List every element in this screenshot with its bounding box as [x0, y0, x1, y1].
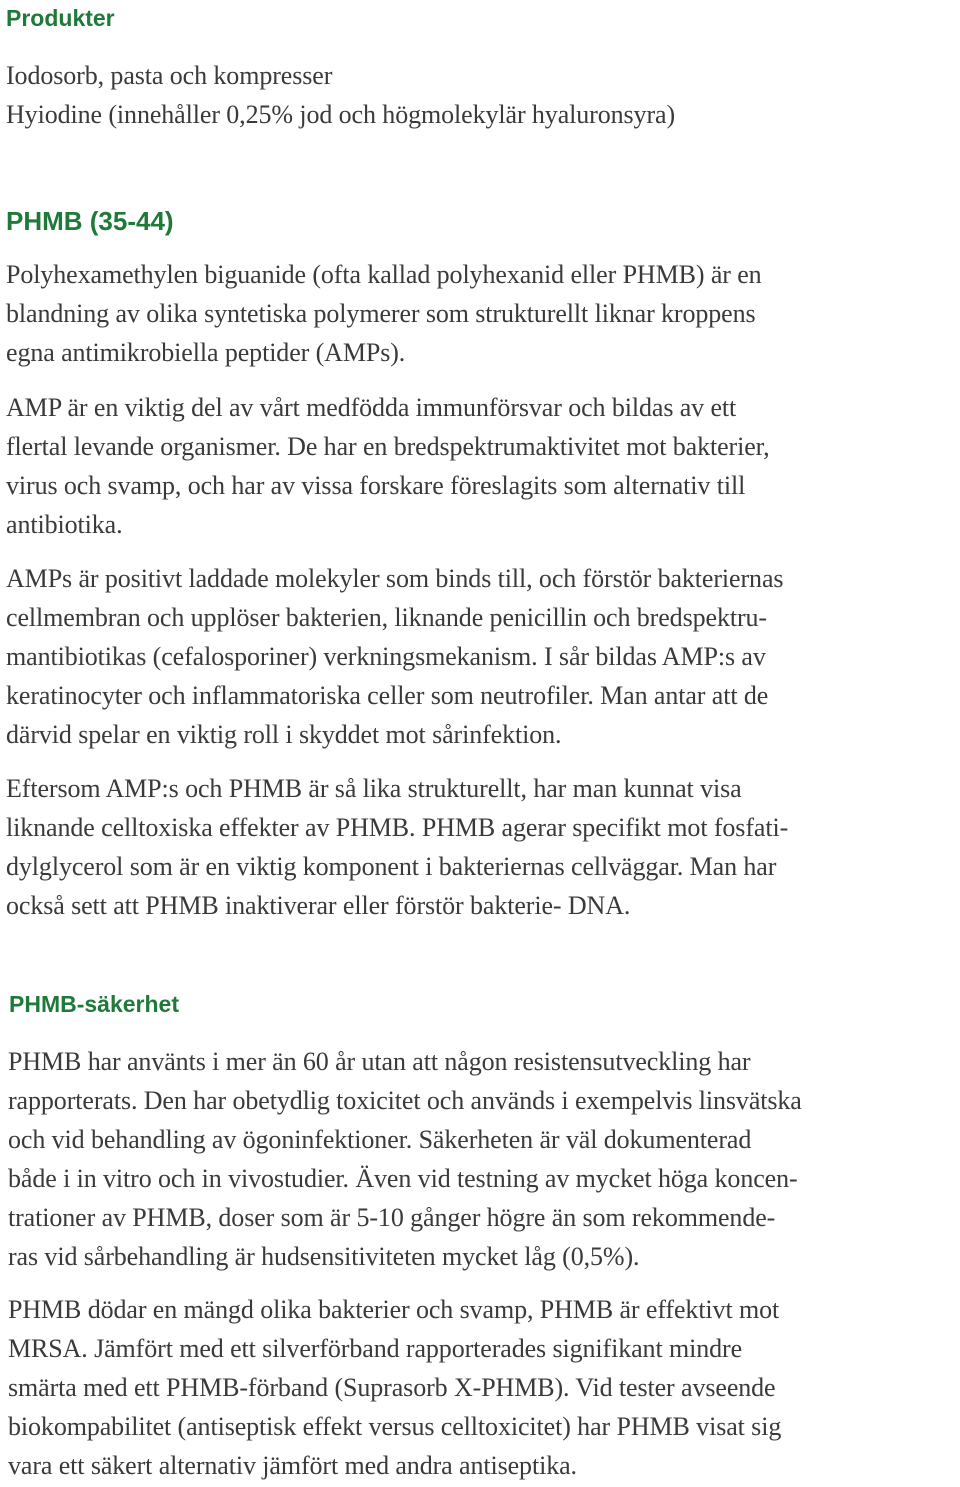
text-line: därvid spelar en viktig roll i skyddet mot sårinfektion.: [6, 720, 562, 749]
text-line: Polyhexamethylen biguanide (ofta kallad polyhexanid eller PHMB) är en: [6, 260, 762, 289]
text-line: rapporterats. Den har obetydlig toxicitet och används i exempelvis linsvätska: [8, 1086, 802, 1115]
text-line: blandning av olika syntetiska polymerer som strukturellt liknar kroppens: [6, 299, 756, 328]
text-line: cellmembran och upplöser bakterien, liknande penicillin och bredspektru-: [6, 603, 767, 632]
text-line: dylglycerol som är en viktig komponent i bakteriernas cellväggar. Man har: [6, 852, 777, 881]
text-line: ras vid sårbehandling är hudsensitiviteten mycket låg (0,5%).: [8, 1242, 640, 1271]
text-line: Eftersom AMP:s och PHMB är så lika strukturellt, har man kunnat visa: [6, 774, 742, 803]
text-line: Iodosorb, pasta och kompresser: [6, 61, 333, 90]
text-line: AMP är en viktig del av vårt medfödda immunförsvar och bildas av ett: [6, 393, 737, 422]
text-line: antibiotika.: [6, 510, 123, 539]
text-line: MRSA. Jämfört med ett silverförband rapporterades signifikant mindre: [8, 1334, 743, 1363]
text-line: PHMB dödar en mängd olika bakterier och svamp, PHMB är effektivt mot: [8, 1295, 780, 1324]
text-line: vara ett säkert alternativ jämfört med andra antiseptika.: [8, 1451, 577, 1480]
text-line: både i in vitro och in vivostudier. Även vid testning av mycket höga koncen-: [8, 1164, 798, 1193]
heading-produkter: Produkter: [6, 5, 115, 31]
text-line: biokompabilitet (antiseptisk effekt versus celltoxicitet) har PHMB visat sig: [8, 1412, 782, 1441]
text-line: mantibiotikas (cefalosporiner) verkningsmekanism. I sår bildas AMP:s av: [6, 642, 766, 671]
text-line: keratinocyter och inflammatoriska celler som neutrofiler. Man antar att de: [6, 681, 769, 710]
text-line: smärta med ett PHMB-förband (Suprasorb X-PHMB). Vid tester avseende: [8, 1373, 776, 1402]
heading-phmb: PHMB (35-44): [6, 206, 174, 236]
text-line: och vid behandling av ögoninfektioner. Säkerheten är väl dokumenterad: [8, 1125, 752, 1154]
heading-phmb-sakerhet: PHMB-säkerhet: [9, 991, 179, 1017]
text-line: liknande celltoxiska effekter av PHMB. PHMB agerar specifikt mot fosfati-: [6, 813, 789, 842]
text-line: PHMB har använts i mer än 60 år utan att någon resistensutveckling har: [8, 1047, 751, 1076]
text-line: flertal levande organismer. De har en bredspektrumaktivitet mot bakterier,: [6, 432, 770, 461]
text-line: egna antimikrobiella peptider (AMPs).: [6, 338, 406, 367]
text-line: AMPs är positivt laddade molekyler som binds till, och förstör bakteriernas: [6, 564, 784, 593]
text-line: Hyiodine (innehåller 0,25% jod och högmolekylär hyaluronsyra): [6, 100, 675, 129]
text-line: trationer av PHMB, doser som är 5-10 gånger högre än som rekommende-: [8, 1203, 776, 1232]
text-line: virus och svamp, och har av vissa forskare föreslagits som alternativ till: [6, 471, 746, 500]
text-line: också sett att PHMB inaktiverar eller förstör bakterie- DNA.: [6, 891, 631, 920]
